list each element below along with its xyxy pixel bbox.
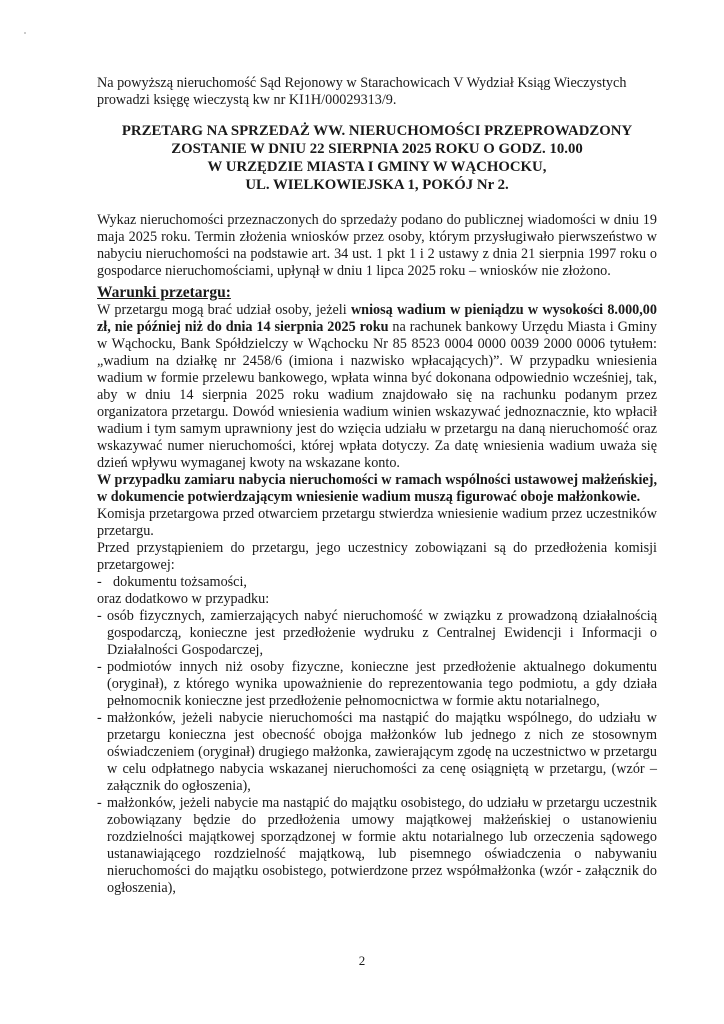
page-number: 2 bbox=[358, 953, 366, 968]
warunki-p1-bold: wniosą wadium w pieniądzu w wysokości 8.000,00 zł, nie później niż do dnia 14 sierpnia 2025 roku bbox=[97, 302, 657, 335]
warunki-paragraph-commission: Komisja przetargowa przed otwarciem przetargu stwierdza wniesienie wadium przez uczestników przetargu. bbox=[97, 506, 657, 539]
document-body bbox=[97, 212, 657, 897]
list-item-text: osób fizycznych, zamierzających nabyć nieruchomość w związku z prowadzoną działalnością gospodarczą, konieczne jest przedłożenie wydruku z Centralnej Ewidencji i Informacji o Działalności Gospodarczej, bbox=[107, 608, 657, 658]
dash-bullet: - bbox=[97, 608, 102, 624]
scan-speck bbox=[24, 32, 26, 34]
warunki-title: Warunki przetargu: bbox=[97, 284, 231, 301]
intro-paragraph: Na powyższą nieruchomość Sąd Rejonowy w Starachowicach V Wydział Ksiąg Wieczystych prowadzi księgę wieczystą kw nr KI1H/00029313/9. bbox=[97, 75, 627, 108]
warunki-p1-rest: na rachunek bankowy Urzędu Miasta i Gminy w Wąchocku, Bank Spółdzielczy w Wąchocku Nr 85 8523 0004 0000 0039 2000 0006 tytułem: „wadium na działkę nr 2458/6 (imiona i nazwisko wpłacających)”. W przypadku wniesienia wadium w formie przelewu bankowego, wpłata winna być dokonana odpowiednio wcześniej, tak, aby w dniu 14 sierpnia 2025 roku wadium znajdowało się na rachunku podanym przez organizatora przetargu. Dowód wniesienia wadium winien wskazywać jednoznacznie, kto wpłacił wadium i tym samym uprawniony jest do wzięcia udziału w przetargu na daną nieruchomość oraz wskazywać numer nieruchomości, której wpłata dotyczy. Za datę wniesienia wadium uważa się dzień wpływu wymaganej kwoty na wskazane konto. bbox=[97, 319, 657, 471]
list-item bbox=[97, 608, 657, 659]
conditions-list bbox=[97, 608, 657, 897]
list-item-text: małżonków, jeżeli nabycie ma nastąpić do majątku osobistego, do udziału w przetargu uczestnik zobowiązany będzie do przedłożenia umowy majątkowej małżeńskiej o ustanowieniu rozdzielności majątkowej sporządzonej w formie aktu notarialnego lub orzeczenia sądowego ustanawiającego rozdzielność majątkową, lub pisemnego oświadczenia o nabywaniu nieruchomości do majątku osobistego, potwierdzone przez współmałżonka (wzór - załącznik do ogłoszenia), bbox=[107, 795, 657, 896]
list-item bbox=[97, 795, 657, 897]
heading-line-4: UL. WIELKOWIEJSKA 1, POKÓJ Nr 2. bbox=[245, 177, 509, 193]
dash-bullet: - bbox=[97, 574, 106, 590]
auction-heading bbox=[97, 122, 657, 194]
list-item-text: małżonków, jeżeli nabycie nieruchomości ma nastąpić do majątku wspólnego, do udziału w przetargu konieczna jest obecność obojga małżonków lub jednego z nich ze stosownym oświadczeniem (oryginał) drugiego małżonka, zawierającym zgodę na uczestnictwo w przetargu w celu odpłatnego nabycia wskazanej nieruchomości za cenę osiągniętą w przetargu, (wzór – załącznik do ogłoszenia), bbox=[107, 710, 657, 794]
warunki-paragraph-spouses: W przypadku zamiaru nabycia nieruchomości w ramach wspólności ustawowej małżeńskiej, w dokumencie potwierdzającym wniesienie wadium muszą figurować oboje małżonkowie. bbox=[97, 472, 657, 505]
warunki-paragraph-before: Przed przystąpieniem do przetargu, jego uczestnicy zobowiązani są do przedłożenia komisji przetargowej: bbox=[97, 540, 657, 573]
list-item bbox=[97, 574, 657, 591]
documents-list bbox=[97, 574, 657, 591]
dash-bullet: - bbox=[97, 795, 102, 811]
warunki-p1-start: W przetargu mogą brać udział osoby, jeżeli bbox=[97, 302, 351, 318]
oraz-line: oraz dodatkowo w przypadku: bbox=[97, 591, 270, 607]
list-item bbox=[97, 710, 657, 795]
list-item bbox=[97, 659, 657, 710]
heading-line-3: W URZĘDZIE MIASTA I GMINY W WĄCHOCKU, bbox=[207, 159, 547, 175]
heading-line-2: ZOSTANIE W DNIU 22 SIERPNIA 2025 ROKU O GODZ. 10.00 bbox=[171, 141, 583, 157]
list-item-text: podmiotów innych niż osoby fizyczne, konieczne jest przedłożenie aktualnego dokumentu (oryginał), z którego wynika upoważnienie do reprezentowania tego podmiotu, a gdy działa pełnomocnik konieczne jest przedłożenie pełnomocnictwa w formie aktu notarialnego, bbox=[107, 659, 657, 709]
warunki-paragraph-1 bbox=[97, 302, 657, 472]
list-item-text: dokumentu tożsamości, bbox=[113, 574, 247, 590]
dash-bullet: - bbox=[97, 710, 102, 726]
wykaz-paragraph: Wykaz nieruchomości przeznaczonych do sprzedaży podano do publicznej wiadomości w dniu 19 maja 2025 roku. Termin złożenia wniosków przez osoby, którym przysługiwało pierwszeństwo w nabyciu nieruchomości na podstawie art. 34 ust. 1 pkt 1 i 2 ustawy z dnia 21 sierpnia 1997 roku o gospodarce nieruchomościami, upłynął w dniu 1 lipca 2025 roku – wniosków nie złożono. bbox=[97, 212, 657, 279]
heading-line-1: PRZETARG NA SPRZEDAŻ WW. NIERUCHOMOŚCI PRZEPROWADZONY bbox=[121, 123, 633, 139]
dash-bullet: - bbox=[97, 659, 102, 675]
